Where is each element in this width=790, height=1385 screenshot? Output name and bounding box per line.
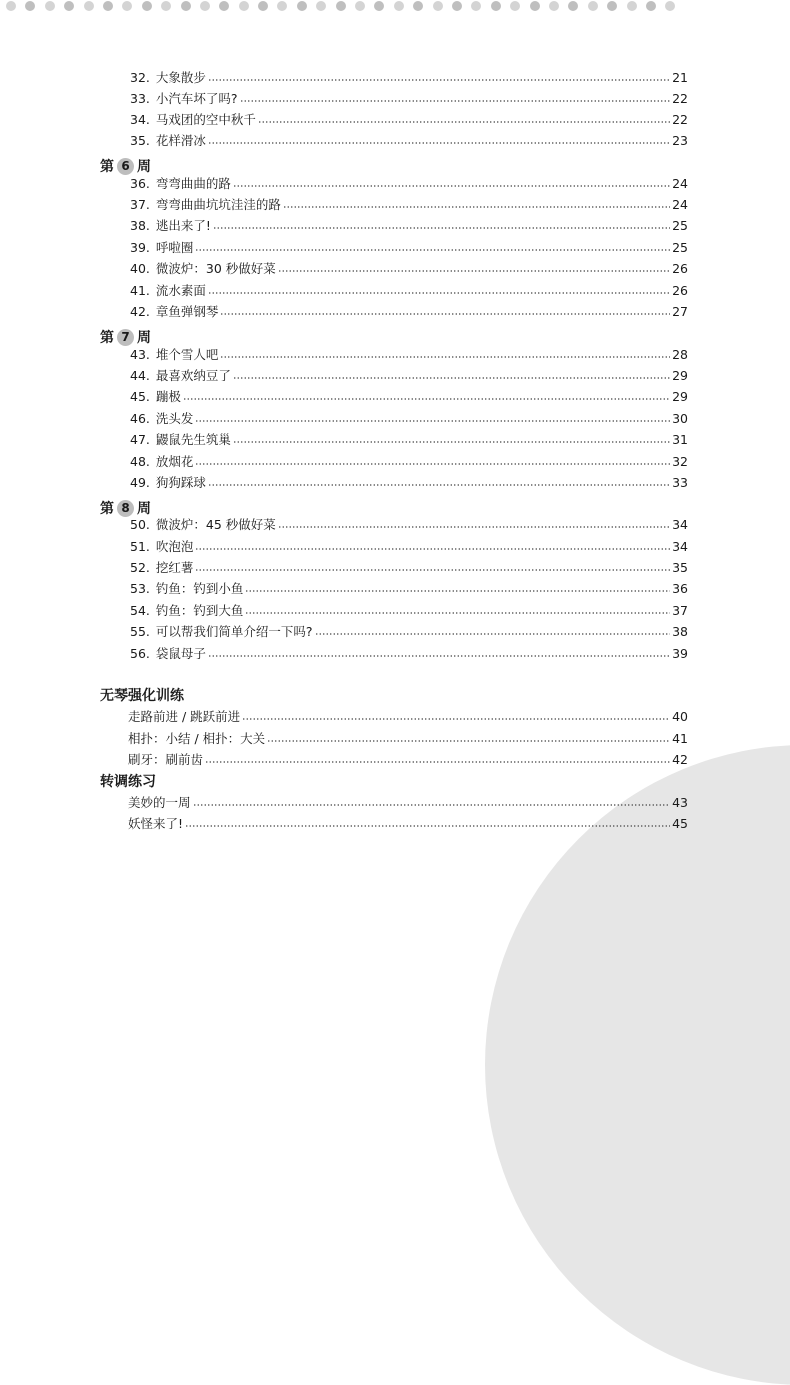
entry-title: 花样滑冰 xyxy=(155,133,206,148)
leader-dots xyxy=(195,548,670,550)
entry-number: 52. xyxy=(130,560,150,575)
leader-dots xyxy=(242,718,670,720)
toc-entry[interactable] xyxy=(130,557,688,579)
entry-page: 22 xyxy=(672,91,688,106)
entry-title: 可以帮我们简单介绍一下吗? xyxy=(155,624,313,639)
leader-dots xyxy=(208,79,670,81)
leader-dots xyxy=(240,100,670,102)
toc-entry[interactable] xyxy=(130,194,688,216)
entry-page: 25 xyxy=(672,218,688,233)
leader-dots xyxy=(283,206,670,208)
toc-entry[interactable] xyxy=(130,130,688,152)
toc-entry[interactable] xyxy=(128,706,688,728)
entry-title: 最喜欢纳豆了 xyxy=(155,368,231,383)
entry-page: 29 xyxy=(672,389,688,404)
week-number-badge: 6 xyxy=(117,158,134,175)
toc-entry[interactable] xyxy=(130,365,688,387)
week-prefix: 第 xyxy=(100,330,114,346)
entry-page: 29 xyxy=(672,368,688,383)
entry-number: 33. xyxy=(130,91,150,106)
week-number-badge: 7 xyxy=(117,329,134,346)
entry-title: 钓鱼：钓到小鱼 xyxy=(155,581,244,596)
no-piano-training-heading: 无琴强化训练 xyxy=(100,688,184,704)
entry-page: 41 xyxy=(672,731,688,746)
entry-page: 33 xyxy=(672,475,688,490)
leader-dots xyxy=(233,185,670,187)
entry-title: 放烟花 xyxy=(155,454,194,469)
entry-title: 刷牙：刷前齿 xyxy=(128,752,204,767)
toc-entry[interactable] xyxy=(130,109,688,131)
entry-number: 46. xyxy=(130,411,150,426)
leader-dots xyxy=(220,313,670,315)
entry-number: 37. xyxy=(130,197,150,212)
leader-dots xyxy=(195,249,670,251)
leader-dots xyxy=(245,590,670,592)
entry-page: 34 xyxy=(672,539,688,554)
toc-entry[interactable] xyxy=(130,472,688,494)
week-suffix: 周 xyxy=(137,330,151,346)
toc-entry[interactable] xyxy=(130,280,688,302)
entry-page: 34 xyxy=(672,517,688,532)
toc-entry[interactable] xyxy=(130,600,688,622)
entry-number: 40. xyxy=(130,261,150,276)
leader-dots xyxy=(258,121,670,123)
entry-number: 43. xyxy=(130,347,150,362)
toc-entry[interactable] xyxy=(130,237,688,259)
entry-number: 36. xyxy=(130,176,150,191)
leader-dots xyxy=(208,655,670,657)
entry-title: 微波炉：45 秒做好菜 xyxy=(155,517,276,532)
entry-number: 45. xyxy=(130,389,150,404)
toc-entry[interactable] xyxy=(130,514,688,536)
entry-number: 55. xyxy=(130,624,150,639)
toc-entry[interactable] xyxy=(130,429,688,451)
entry-number: 50. xyxy=(130,517,150,532)
toc-entry[interactable] xyxy=(130,88,688,110)
leader-dots xyxy=(278,270,670,272)
entry-title: 堆个雪人吧 xyxy=(155,347,219,362)
entry-title: 吹泡泡 xyxy=(155,539,194,554)
entry-page: 43 xyxy=(672,795,688,810)
entry-page: 24 xyxy=(672,176,688,191)
week-suffix: 周 xyxy=(137,501,151,517)
entry-page: 26 xyxy=(672,283,688,298)
toc-entry[interactable] xyxy=(128,749,688,771)
toc-entry[interactable] xyxy=(130,67,688,89)
entry-title: 弯弯曲曲的路 xyxy=(155,176,231,191)
entry-title: 大象散步 xyxy=(155,70,206,85)
entry-title: 章鱼弹钢琴 xyxy=(155,304,219,319)
entry-title: 钓鱼：钓到大鱼 xyxy=(155,603,244,618)
leader-dots xyxy=(185,825,670,827)
entry-page: 21 xyxy=(672,70,688,85)
entry-title: 弯弯曲曲坑坑洼洼的路 xyxy=(155,197,281,212)
entry-page: 35 xyxy=(672,560,688,575)
entry-title: 袋鼠母子 xyxy=(155,646,206,661)
entry-title: 逃出来了! xyxy=(155,218,211,233)
leader-dots xyxy=(208,142,670,144)
leader-dots xyxy=(208,292,670,294)
entry-page: 45 xyxy=(672,816,688,831)
entry-title: 鼹鼠先生筑巢 xyxy=(155,432,231,447)
entry-number: 47. xyxy=(130,432,150,447)
leader-dots xyxy=(220,356,670,358)
toc-entry[interactable] xyxy=(130,578,688,600)
transposition-practice-heading: 转调练习 xyxy=(100,774,156,790)
toc-entry[interactable] xyxy=(130,621,688,643)
toc-entry[interactable] xyxy=(130,386,688,408)
toc-entry[interactable] xyxy=(130,258,688,280)
entry-page: 31 xyxy=(672,432,688,447)
entry-page: 23 xyxy=(672,133,688,148)
entry-title: 妖怪来了! xyxy=(128,816,184,831)
entry-page: 39 xyxy=(672,646,688,661)
week-prefix: 第 xyxy=(100,501,114,517)
entry-number: 38. xyxy=(130,218,150,233)
entry-page: 27 xyxy=(672,304,688,319)
toc-entry[interactable] xyxy=(130,451,688,473)
entry-title: 呼啦圈 xyxy=(155,240,194,255)
leader-dots xyxy=(267,740,670,742)
toc-entry[interactable] xyxy=(130,301,688,323)
toc-entry[interactable] xyxy=(128,813,688,835)
entry-number: 42. xyxy=(130,304,150,319)
leader-dots xyxy=(205,761,670,763)
entry-page: 38 xyxy=(672,624,688,639)
entry-number: 51. xyxy=(130,539,150,554)
leader-dots xyxy=(278,526,670,528)
leader-dots xyxy=(233,441,670,443)
entry-title: 微波炉：30 秒做好菜 xyxy=(155,261,276,276)
entry-number: 44. xyxy=(130,368,150,383)
leader-dots xyxy=(208,484,670,486)
leader-dots xyxy=(233,377,670,379)
toc-entry[interactable] xyxy=(128,728,688,750)
leader-dots xyxy=(315,633,670,635)
entry-number: 41. xyxy=(130,283,150,298)
toc-entry[interactable] xyxy=(130,643,688,665)
week-prefix: 第 xyxy=(100,159,114,175)
toc-entry[interactable] xyxy=(130,215,688,237)
entry-title: 美妙的一周 xyxy=(128,795,191,810)
entry-page: 37 xyxy=(672,603,688,618)
week-number-badge: 8 xyxy=(117,500,134,517)
entry-number: 53. xyxy=(130,581,150,596)
toc-entry[interactable] xyxy=(130,173,688,195)
entry-page: 22 xyxy=(672,112,688,127)
entry-number: 48. xyxy=(130,454,150,469)
entry-page: 25 xyxy=(672,240,688,255)
leader-dots xyxy=(213,227,670,229)
entry-title: 走路前进 / 跳跃前进 xyxy=(128,709,241,724)
entry-title: 狗狗踩球 xyxy=(155,475,206,490)
entry-title: 蹦极 xyxy=(155,389,181,404)
toc-entry[interactable] xyxy=(130,408,688,430)
toc-entry[interactable] xyxy=(130,344,688,366)
leader-dots xyxy=(195,463,670,465)
entry-page: 26 xyxy=(672,261,688,276)
leader-dots xyxy=(195,569,670,571)
entry-page: 40 xyxy=(672,709,688,724)
entry-page: 32 xyxy=(672,454,688,469)
entry-title: 挖红薯 xyxy=(155,560,194,575)
entry-title: 小汽车坏了吗? xyxy=(155,91,238,106)
entry-number: 54. xyxy=(130,603,150,618)
leader-dots xyxy=(195,420,670,422)
entry-title: 马戏团的空中秋千 xyxy=(155,112,256,127)
week-suffix: 周 xyxy=(137,159,151,175)
entry-page: 24 xyxy=(672,197,688,212)
leader-dots xyxy=(245,612,670,614)
leader-dots xyxy=(183,398,670,400)
entry-title: 流水素面 xyxy=(155,283,206,298)
entry-page: 30 xyxy=(672,411,688,426)
entry-number: 35. xyxy=(130,133,150,148)
toc-entry[interactable] xyxy=(130,536,688,558)
entry-title: 相扑：小结 / 相扑：大关 xyxy=(128,731,266,746)
entry-page: 28 xyxy=(672,347,688,362)
toc-entry[interactable] xyxy=(128,792,688,814)
entry-title: 洗头发 xyxy=(155,411,194,426)
entry-number: 32. xyxy=(130,70,150,85)
entry-page: 42 xyxy=(672,752,688,767)
leader-dots xyxy=(193,804,670,806)
entry-number: 39. xyxy=(130,240,150,255)
entry-number: 34. xyxy=(130,112,150,127)
entry-page: 36 xyxy=(672,581,688,596)
entry-number: 49. xyxy=(130,475,150,490)
entry-number: 56. xyxy=(130,646,150,661)
